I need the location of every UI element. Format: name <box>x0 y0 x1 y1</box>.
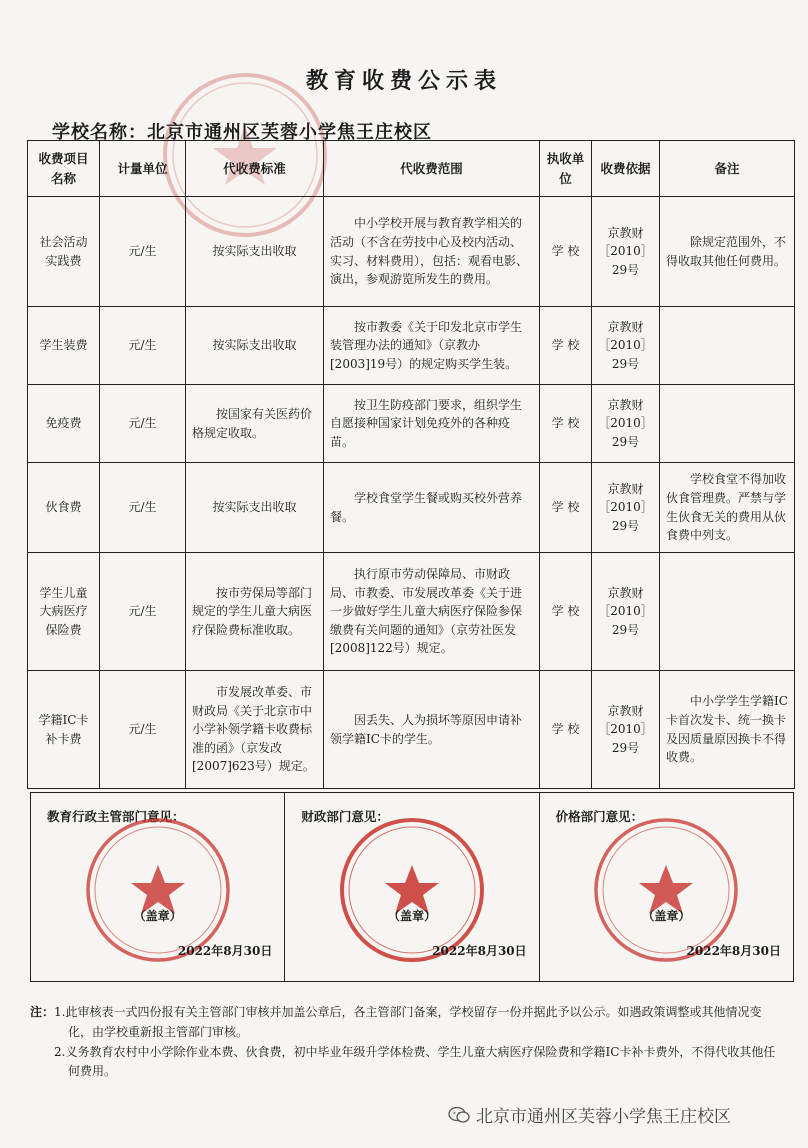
approval-date: 2022年8月30日 <box>686 944 781 958</box>
fee-note <box>660 385 795 463</box>
fee-note: 除规定范围外，不得收取其他任何费用。 <box>660 197 795 307</box>
school-name: 学校名称：北京市通州区芙蓉小学焦王庄校区 <box>52 122 432 143</box>
approval-label: 教育行政主管部门意见： <box>47 809 185 824</box>
fee-name: 学生儿童大病医疗保险费 <box>28 553 100 671</box>
table-row <box>28 307 795 385</box>
approval-finance <box>285 793 539 981</box>
fee-table <box>27 140 795 789</box>
fee-basis: 京教财［2010］29号 <box>592 307 660 385</box>
header-note: 备注 <box>660 141 795 197</box>
fee-note: 学校食堂不得加收伙食管理费。严禁与学生伙食无关的费用从伙食费中列支。 <box>660 463 795 553</box>
fee-unit: 元/生 <box>100 307 186 385</box>
header-name: 收费项目名称 <box>28 141 100 197</box>
fee-scope: 学校食堂学生餐或购买校外营养餐。 <box>324 463 540 553</box>
table-row <box>28 553 795 671</box>
fee-unit: 元/生 <box>100 671 186 789</box>
header-standard: 代收费标准 <box>186 141 324 197</box>
fee-unit: 元/生 <box>100 197 186 307</box>
fee-standard: 按实际支出收取 <box>186 307 324 385</box>
watermark-text: 北京市通州区芙蓉小学焦王庄校区 <box>476 1107 731 1127</box>
fee-name: 社会活动实践费 <box>28 197 100 307</box>
seal-caption: （盖章） <box>642 909 691 923</box>
header-basis: 收费依据 <box>592 141 660 197</box>
table-header-row <box>28 141 795 197</box>
account-watermark <box>448 1102 731 1127</box>
fee-name: 学籍IC卡补卡费 <box>28 671 100 789</box>
fee-scope: 按卫生防疫部门要求，组织学生自愿接种国家计划免疫外的各种疫苗。 <box>324 385 540 463</box>
fee-unit: 元/生 <box>100 553 186 671</box>
table-row <box>28 463 795 553</box>
table-row <box>28 197 795 307</box>
approval-date: 2022年8月30日 <box>432 944 527 958</box>
header-unit: 计量单位 <box>100 141 186 197</box>
header-collector: 执收单位 <box>540 141 592 197</box>
fee-name: 免疫费 <box>28 385 100 463</box>
fee-basis: 京教财［2010］29号 <box>592 385 660 463</box>
fee-collector: 学 校 <box>540 307 592 385</box>
notes-label: 注： <box>30 1005 55 1019</box>
fee-collector: 学 校 <box>540 553 592 671</box>
approval-date: 2022年8月30日 <box>177 944 273 958</box>
fee-collector: 学 校 <box>540 463 592 553</box>
fee-basis: 京教财［2010］29号 <box>592 671 660 789</box>
fee-basis: 京教财［2010］29号 <box>592 553 660 671</box>
fee-name: 学生装费 <box>28 307 100 385</box>
fee-collector: 学 校 <box>540 197 592 307</box>
fee-name: 伙食费 <box>28 463 100 553</box>
fee-note: 中小学学生学籍IC卡首次发卡、统一换卡及因质量原因换卡不得收费。 <box>660 671 795 789</box>
fee-basis: 京教财［2010］29号 <box>592 197 660 307</box>
fee-unit: 元/生 <box>100 385 186 463</box>
fee-note <box>660 307 795 385</box>
page-title: 教育收费公示表 <box>305 68 502 94</box>
fee-unit: 元/生 <box>100 463 186 553</box>
approval-label: 价格部门意见： <box>555 809 644 824</box>
fee-standard: 按实际支出收取 <box>186 197 324 307</box>
table-row <box>28 385 795 463</box>
fee-scope: 按市教委《关于印发北京市学生装管理办法的通知》（京教办[2003]19号）的规定购买学生装。 <box>324 307 540 385</box>
approval-price <box>540 793 793 981</box>
note-item: 2.义务教育农村中小学除作业本费、伙食费，初中毕业年级升学体检费、学生儿童大病医疗保险费和学籍IC卡补卡费外，不得代收其他任何费用。 <box>54 1044 776 1079</box>
approval-label: 财政部门意见： <box>301 809 389 824</box>
note-item: 1.此审核表一式四份报有关主管部门审核并加盖公章后，各主管部门备案，学校留存一份并据此予以公示。如遇政策调整或其他情况变化，由学校重新报主管部门审核。 <box>54 1005 762 1039</box>
notes-section <box>30 1003 782 1082</box>
fee-collector: 学 校 <box>540 671 592 789</box>
fee-standard: 按市劳保局等部门规定的学生儿童大病医疗保险费标准收取。 <box>186 553 324 671</box>
fee-scope: 因丢失、人为损坏等原因申请补领学籍IC卡的学生。 <box>324 671 540 789</box>
fee-standard: 按实际支出收取 <box>186 463 324 553</box>
approval-section <box>30 792 794 982</box>
seal-caption: （盖章） <box>133 909 182 923</box>
seal-caption: （盖章） <box>387 909 436 923</box>
header-scope: 代收费范围 <box>324 141 540 197</box>
fee-standard: 市发展改革委、市财政局《关于北京市中小学补领学籍卡收费标准的函》（京发改[2007]623号）规定。 <box>186 671 324 789</box>
fee-note <box>660 553 795 671</box>
wechat-icon <box>448 1106 470 1124</box>
approval-education <box>31 793 285 981</box>
fee-basis: 京教财［2010］29号 <box>592 463 660 553</box>
fee-scope: 中小学校开展与教育教学相关的活动（不含在劳技中心及校内活动、实习、材料费用），包括：观看电影、演出，参观游览所发生的费用。 <box>324 197 540 307</box>
fee-scope: 执行原市劳动保障局、市财政局、市教委、市发展改革委《关于进一步做好学生儿童大病医疗保险参保缴费有关问题的通知》（京劳社医发[2008]122号）规定。 <box>324 553 540 671</box>
table-row <box>28 671 795 789</box>
fee-collector: 学 校 <box>540 385 592 463</box>
fee-standard: 按国家有关医药价格规定收取。 <box>186 385 324 463</box>
